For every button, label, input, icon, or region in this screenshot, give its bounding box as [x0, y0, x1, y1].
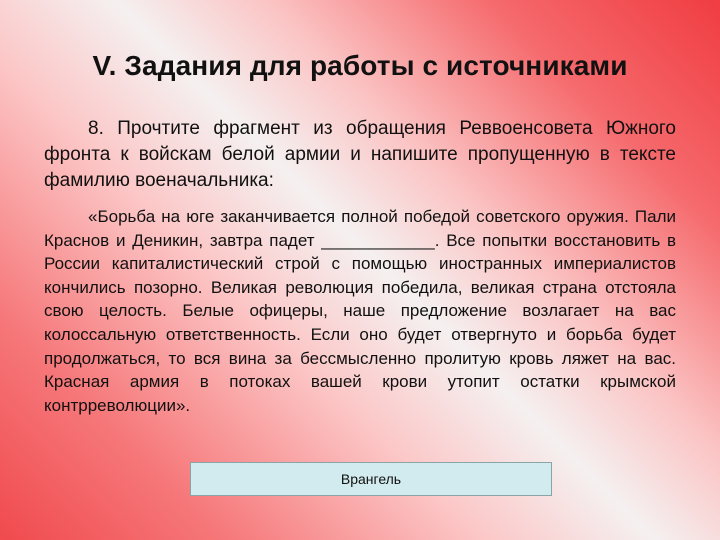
- slide-title: V. Задания для работы с источниками: [92, 50, 628, 81]
- task-text: 8. Прочтите фрагмент из обращения Реввоенсовета Южного фронта к войскам белой армии и напишите пропущенную в тексте фамилию военачальника:: [44, 118, 676, 191]
- answer-label: Врангель: [340, 471, 402, 487]
- source-quote: «Борьба на юге заканчивается полной победой советского оружия. Пали Краснов и Деникин, завтра падет ____________. Все попытки восстановить в России капиталистический строй с помощью иностранных империалистов кончились позорно. Великая революция победила, великая страна отстояла свою целость. Белые офицеры, наше предложение возлагает на вас колоссальную ответственность. Если оно будет отвергнуто и борьба будет продолжаться, то вся вина за бессмысленно пролитую кровь ляжет на вас. Красная армия в потоках вашей крови утопит остатки крымской контрреволюции».: [44, 207, 676, 415]
- answer-button[interactable]: [190, 462, 552, 496]
